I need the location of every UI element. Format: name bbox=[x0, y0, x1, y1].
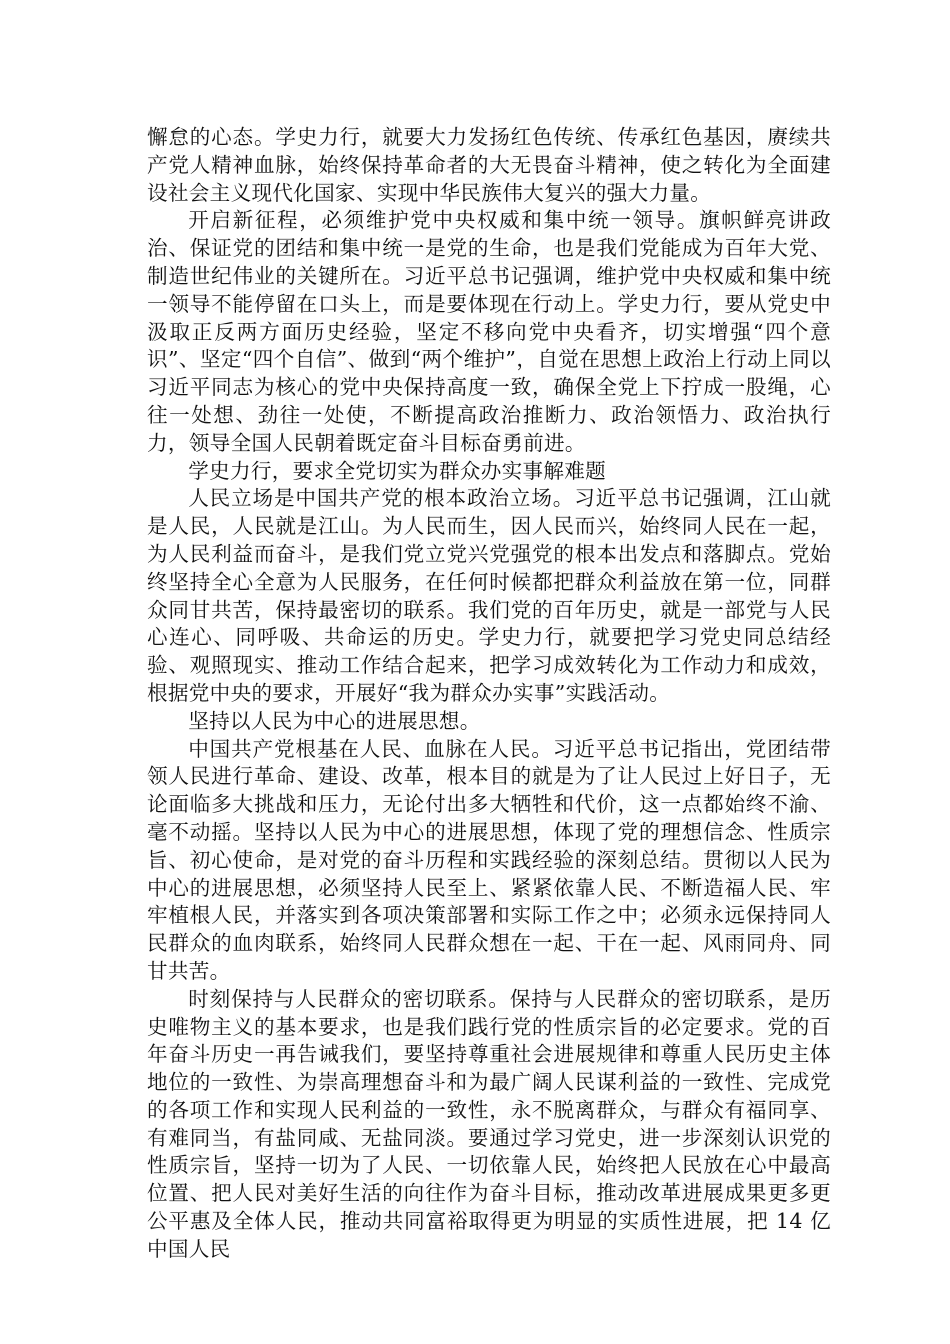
paragraph-4: 人民立场是中国共产党的根本政治立场。习近平总书记强调，江山就是人民，人民就是江山。为人民而生，因人民而兴，始终同人民在一起，为人民利益而奋斗，是我们党立党兴党强党的根本出发点和落脚点。党始终坚持全心全意为人民服务，在任何时候都把群众利益放在第一位，同群众同甘共苦，保持最密切的联系。我们党的百年历史，就是一部党与人民心连心、同呼吸、共命运的历史。学史力行，就要把学习党史同总结经验、观照现实、推动工作结合起来，把学习成效转化为工作动力和成效，根据党中央的要求，开展好“我为群众办实事”实践活动。 bbox=[147, 486, 831, 705]
section-heading-serve-people: 学史力行，要求全党切实为群众办实事解难题 bbox=[188, 458, 607, 483]
document-page bbox=[147, 124, 831, 1264]
paragraph-2: 开启新征程，必须维护党中央权威和集中统一领导。旗帜鲜亮讲政治、保证党的团结和集中统一是党的生命，也是我们党能成为百年大党、制造世纪伟业的关键所在。习近平总书记强调，维护党中央权威和集中统一领导不能停留在口头上，而是要体现在行动上。学史力行，要从党史中汲取正反两方面历史经验，坚定不移向党中央看齐，切实增强“四个意识”、坚定“四个自信”、做到“两个维护”，自觉在思想上政治上行动上同以习近平同志为核心的党中央保持高度一致，确保全党上下拧成一股绳，心往一处想、劲往一处使，不断提高政治推断力、政治领悟力、政治执行力，领导全国人民朝着既定奋斗目标奋勇前进。 bbox=[147, 208, 831, 455]
paragraph-7: 时刻保持与人民群众的密切联系。保持与人民群众的密切联系，是历史唯物主义的基本要求，也是我们践行党的性质宗旨的必定要求。党的百年奋斗历史一再告诫我们，要坚持尊重社会进展规律和尊重人民历史主体地位的一致性、为崇高理想奋斗和为最广阔人民谋利益的一致性、完成党的各项工作和实现人民利益的一致性，永不脱离群众，与群众有福同享、有难同当，有盐同咸、无盐同淡。要通过学习党史，进一步深刻认识党的性质宗旨，坚持一切为了人民、一切依靠人民，始终把人民放在心中最高位置、把人民对美好生活的向往作为奋斗目标，推动改革进展成果更多更公平惠及全体人民，推动共同富裕取得更为明显的实质性进展，把 14 亿中国人民 bbox=[147, 986, 831, 1261]
paragraph-1: 懈怠的心态。学史力行，就要大力发扬红色传统、传承红色基因，赓续共产党人精神血脉，始终保持革命者的大无畏奋斗精神，使之转化为全面建设社会主义现代化国家、实现中华民族伟大复兴的强大力量。 bbox=[147, 125, 831, 205]
paragraph-6: 中国共产党根基在人民、血脉在人民。习近平总书记指出，党团结带领人民进行革命、建设、改革，根本目的就是为了让人民过上好日子，无论面临多大挑战和压力，无论付出多大牺牲和代价，这一点都始终不渝、毫不动摇。坚持以人民为中心的进展思想，体现了党的理想信念、性质宗旨、初心使命，是对党的奋斗历程和实践经验的深刻总结。贯彻以人民为中心的进展思想，必须坚持人民至上、紧紧依靠人民、不断造福人民、牢牢植根人民，并落实到各项决策部署和实际工作之中；必须永远保持同人民群众的血肉联系，始终同人民群众想在一起、干在一起、风雨同舟、同甘共苦。 bbox=[147, 736, 831, 983]
section-heading-people-centered: 坚持以人民为中心的进展思想。 bbox=[188, 708, 481, 733]
